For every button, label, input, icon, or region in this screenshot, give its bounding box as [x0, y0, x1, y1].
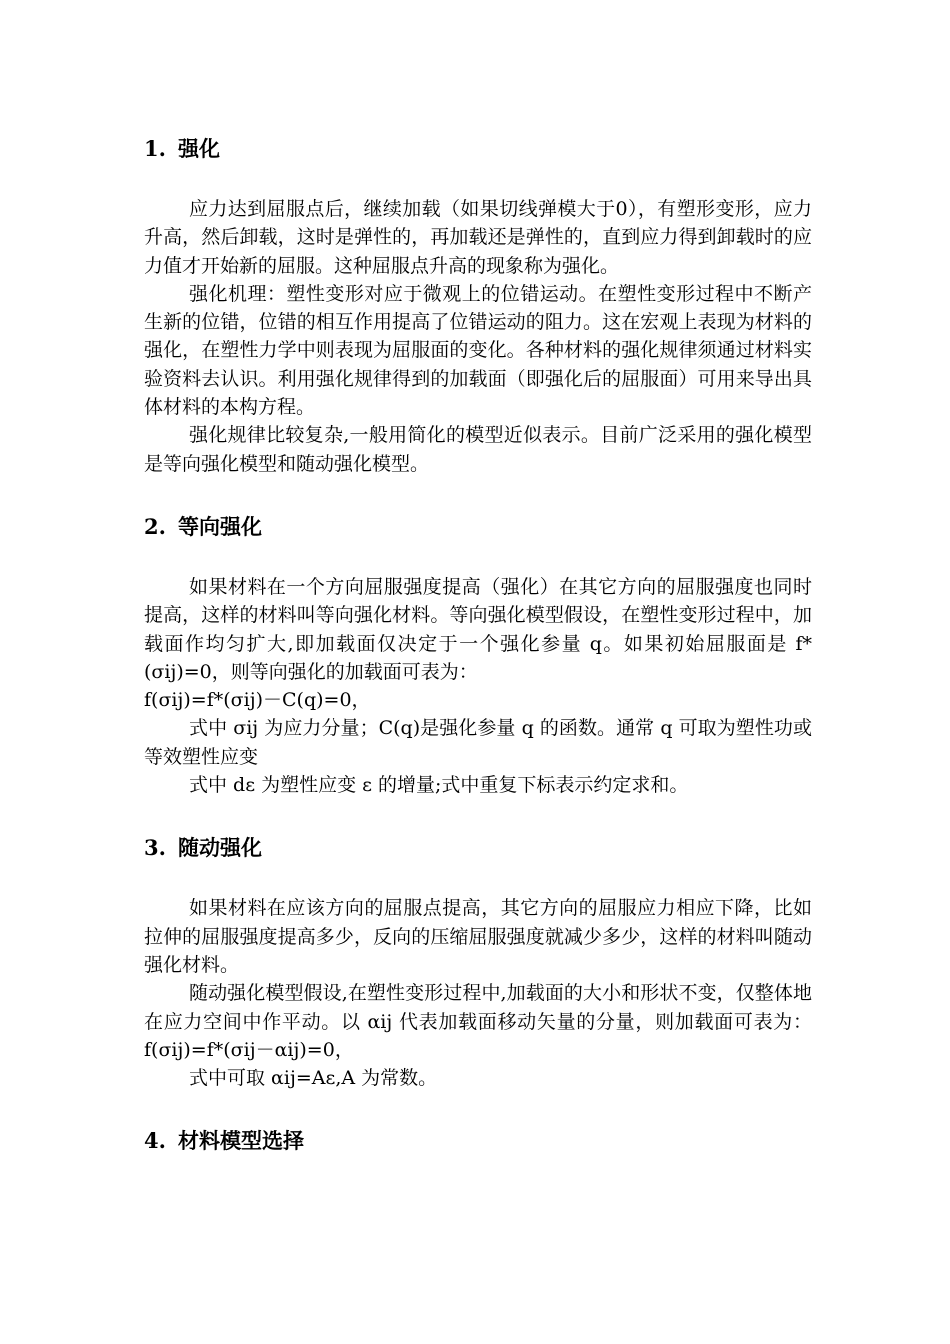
paragraph: 强化机理：塑性变形对应于微观上的位错运动。在塑性变形过程中不断产生新的位错，位错的相互作用提高了位错运动的阻力。这在宏观上表现为材料的强化，在塑性力学中则表现为屈服面的变化。各种材料的强化规律须通过材料实验资料去认识。利用强化规律得到的加载面（即强化后的屈服面）可用来导出具体材料的本构方程。: [144, 282, 812, 419]
paragraph: 式中 dε 为塑性应变 ε 的增量;式中重复下标表示约定求和。: [189, 774, 689, 797]
section-title: 等向强化: [178, 513, 262, 539]
section-number: 4.: [144, 1128, 166, 1154]
paragraph: 式中可取 αij=Aε,A 为常数。: [189, 1067, 438, 1090]
paragraph: 式中 σij 为应力分量；C(q)是强化参量 q 的函数。通常 q 可取为塑性功或等效塑性应变: [144, 717, 812, 768]
section-heading-3: [144, 830, 812, 866]
section-title: 材料模型选择: [178, 1128, 304, 1154]
section-heading-2: [144, 509, 812, 545]
paragraph: 强化规律比较复杂,一般用简化的模型近似表示。目前广泛采用的强化模型是等向强化模型和随动强化模型。: [144, 424, 812, 475]
section-number: 3.: [144, 835, 166, 861]
section-number: 1.: [144, 136, 166, 161]
paragraph: 应力达到屈服点后，继续加载（如果切线弹模大于0），有塑形变形，应力升高，然后卸载，这时是弹性的，再加载还是弹性的，直到应力得到卸载时的应力值才开始新的屈服。这种屈服点升高的现象称为强化。: [144, 198, 812, 277]
paragraph: 如果材料在一个方向屈服强度提高（强化）在其它方向的屈服强度也同时提高，这样的材料叫等向强化材料。等向强化模型假设，在塑性变形过程中，加载面作均匀扩大,即加载面仅决定于一个强化参量 q。如果初始屈服面是 f*(σij)=0，则等向强化的加载面可表为：: [144, 575, 812, 683]
formula: f(σij)=f*(σij)－C(q)=0，: [144, 689, 371, 712]
section-heading-1: [144, 131, 812, 167]
paragraph: 如果材料在应该方向的屈服点提高，其它方向的屈服应力相应下降，比如拉伸的屈服强度提高多少，反向的压缩屈服强度就减少多少，这样的材料叫随动强化材料。: [144, 897, 812, 976]
section-number: 2.: [144, 513, 166, 539]
section-heading-4: [144, 1123, 812, 1159]
section-title: 强化: [178, 136, 220, 161]
paragraph: 随动强化模型假设,在塑性变形过程中,加载面的大小和形状不变，仅整体地在应力空间中作平动。以 αij 代表加载面移动矢量的分量，则加载面可表为： f(σij)=f*(σij－αij)=0，: [144, 982, 812, 1061]
section-title: 随动强化: [178, 835, 262, 861]
document-body: [144, 131, 812, 1159]
